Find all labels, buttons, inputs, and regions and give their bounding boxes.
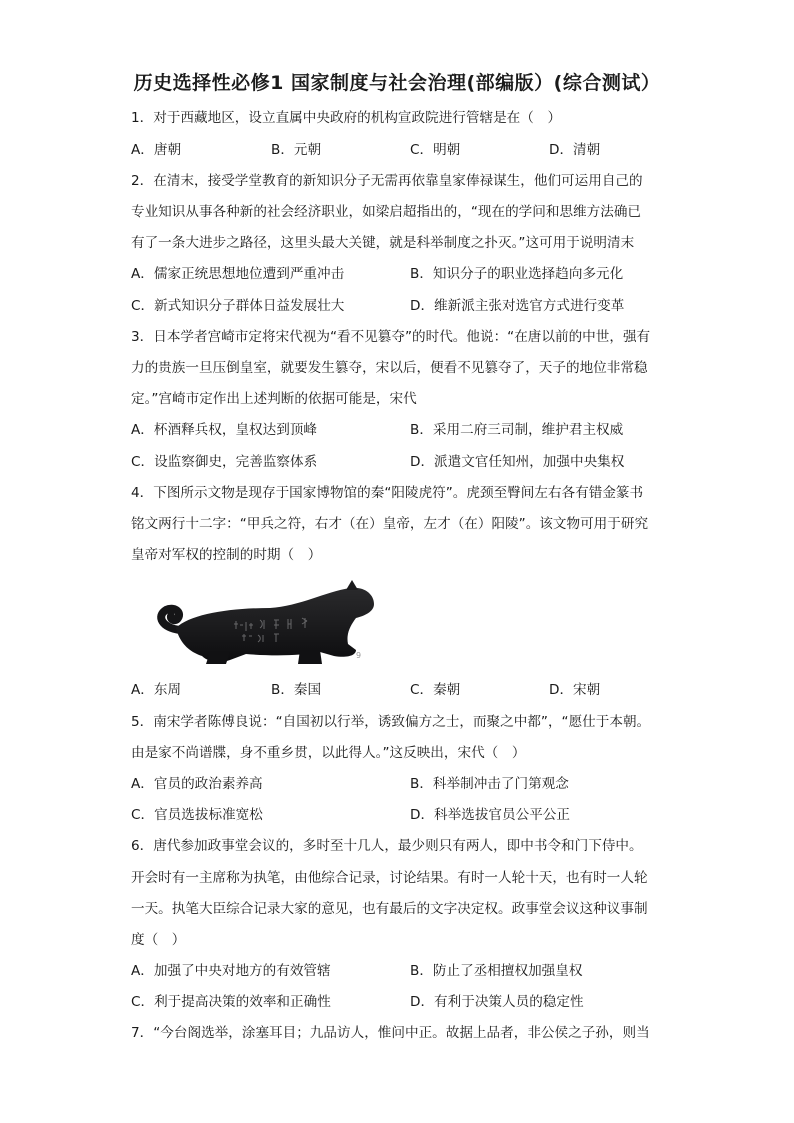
question-3-text: 定。”宫崎市定作出上述判断的依据可能是，宋代	[131, 391, 417, 407]
q2-option-c: C．新式知识分子群体日益发展壮大	[131, 298, 345, 314]
question-5-text: 5．南宋学者陈傅良说：“自国初以行举，诱致偏方之士，而聚之中都”，“愿仕于本朝。	[131, 714, 651, 730]
question-6-text: 度（ ）	[131, 932, 186, 948]
q3-option-b: B．采用二府三司制，维护君主权威	[410, 422, 624, 438]
question-6-text: 6．唐代参加政事堂会议的，多时至十几人，最少则只有两人，即中书令和门下侍中。	[131, 838, 643, 854]
q4-option-b: B．秦国	[271, 682, 322, 698]
q4-option-a: A．东周	[131, 682, 182, 698]
q3-option-d: D．派遣文官任知州，加强中央集权	[410, 454, 625, 470]
q5-option-a: A．官员的政治素养高	[131, 776, 263, 792]
question-4-text: 皇帝对军权的控制的时期（ ）	[131, 547, 322, 563]
question-4-text: 铭文两行十二字：“甲兵之符，右才（在）皇帝，左才（在）阳陵”。该文物可用于研究	[131, 516, 649, 532]
q6-option-a: A．加强了中央对地方的有效管辖	[131, 963, 331, 979]
q3-option-a: A．杯酒释兵权，皇权达到顶峰	[131, 422, 318, 438]
q2-option-d: D．维新派主张对选官方式进行变革	[410, 298, 625, 314]
question-2-text: 专业知识从事各种新的社会经济职业，如梁启超指出的，“现在的学问和思维方法确已	[131, 204, 642, 220]
q4-option-c: C．秦朝	[410, 682, 461, 698]
question-4-text: 4．下图所示文物是现存于国家博物馆的秦“阳陵虎符”。虎颈至臀间左右各有错金篆书	[131, 485, 644, 501]
q5-option-d: D．科举选拔官员公平公正	[410, 807, 570, 823]
q1-option-d: D．清朝	[549, 142, 601, 158]
tiger-tally-icon	[150, 578, 380, 668]
question-2-text: 有了一条大进步之路径，这里头最大关键，就是科举制度之扑灭。”这可用于说明清末	[131, 235, 635, 251]
q5-option-b: B．科举制冲击了门第观念	[410, 776, 569, 792]
q3-option-c: C．设监察御史，完善监察体系	[131, 454, 318, 470]
question-5-text: 由是家不尚谱牒，身不重乡贯，以此得人。”这反映出，宋代（ ）	[131, 745, 526, 761]
q6-option-c: C．利于提高决策的效率和正确性	[131, 994, 331, 1010]
q6-option-d: D．有利于决策人员的稳定性	[410, 994, 584, 1010]
question-2-text: 2．在清末，接受学堂教育的新知识分子无需再依靠皇家俸禄谋生，他们可运用自己的	[131, 173, 643, 189]
q1-option-a: A．唐朝	[131, 142, 182, 158]
q2-option-b: B．知识分子的职业选择趋向多元化	[410, 266, 624, 282]
image-watermark: 9	[356, 651, 362, 660]
q4-option-d: D．宋朝	[549, 682, 601, 698]
q6-option-b: B．防止了丞相擅权加强皇权	[410, 963, 583, 979]
q1-option-c: C．明朝	[410, 142, 461, 158]
q1-option-b: B．元朝	[271, 142, 322, 158]
question-1-text: 1．对于西藏地区，设立直属中央政府的机构宣政院进行管辖是在（ ）	[131, 110, 562, 126]
page-title: 历史选择性必修1 国家制度与社会治理(部编版）(综合测试）	[133, 72, 661, 94]
question-3-text: 3．日本学者宫崎市定将宋代视为“看不见篡夺”的时代。他说：“在唐以前的中世，强有	[131, 329, 651, 345]
q2-option-a: A．儒家正统思想地位遭到严重冲击	[131, 266, 345, 282]
question-6-text: 一天。执笔大臣综合记录大家的意见，也有最后的文字决定权。政事堂会议这种议事制	[131, 901, 648, 917]
question-3-text: 力的贵族一旦压倒皇室，就要发生篡夺，宋以后，便看不见篡夺了，天子的地位非常稳	[131, 360, 648, 376]
q5-option-c: C．官员选拔标准宽松	[131, 807, 263, 823]
question-7-text: 7．“今台阁选举，涂塞耳目；九品访人，惟问中正。故据上品者，非公侯之子孙，则当	[131, 1025, 650, 1041]
question-6-text: 开会时有一主席称为执笔，由他综合记录，讨论结果。有时一人轮十天，也有时一人轮	[131, 870, 648, 886]
tiger-tally-image	[150, 578, 380, 668]
